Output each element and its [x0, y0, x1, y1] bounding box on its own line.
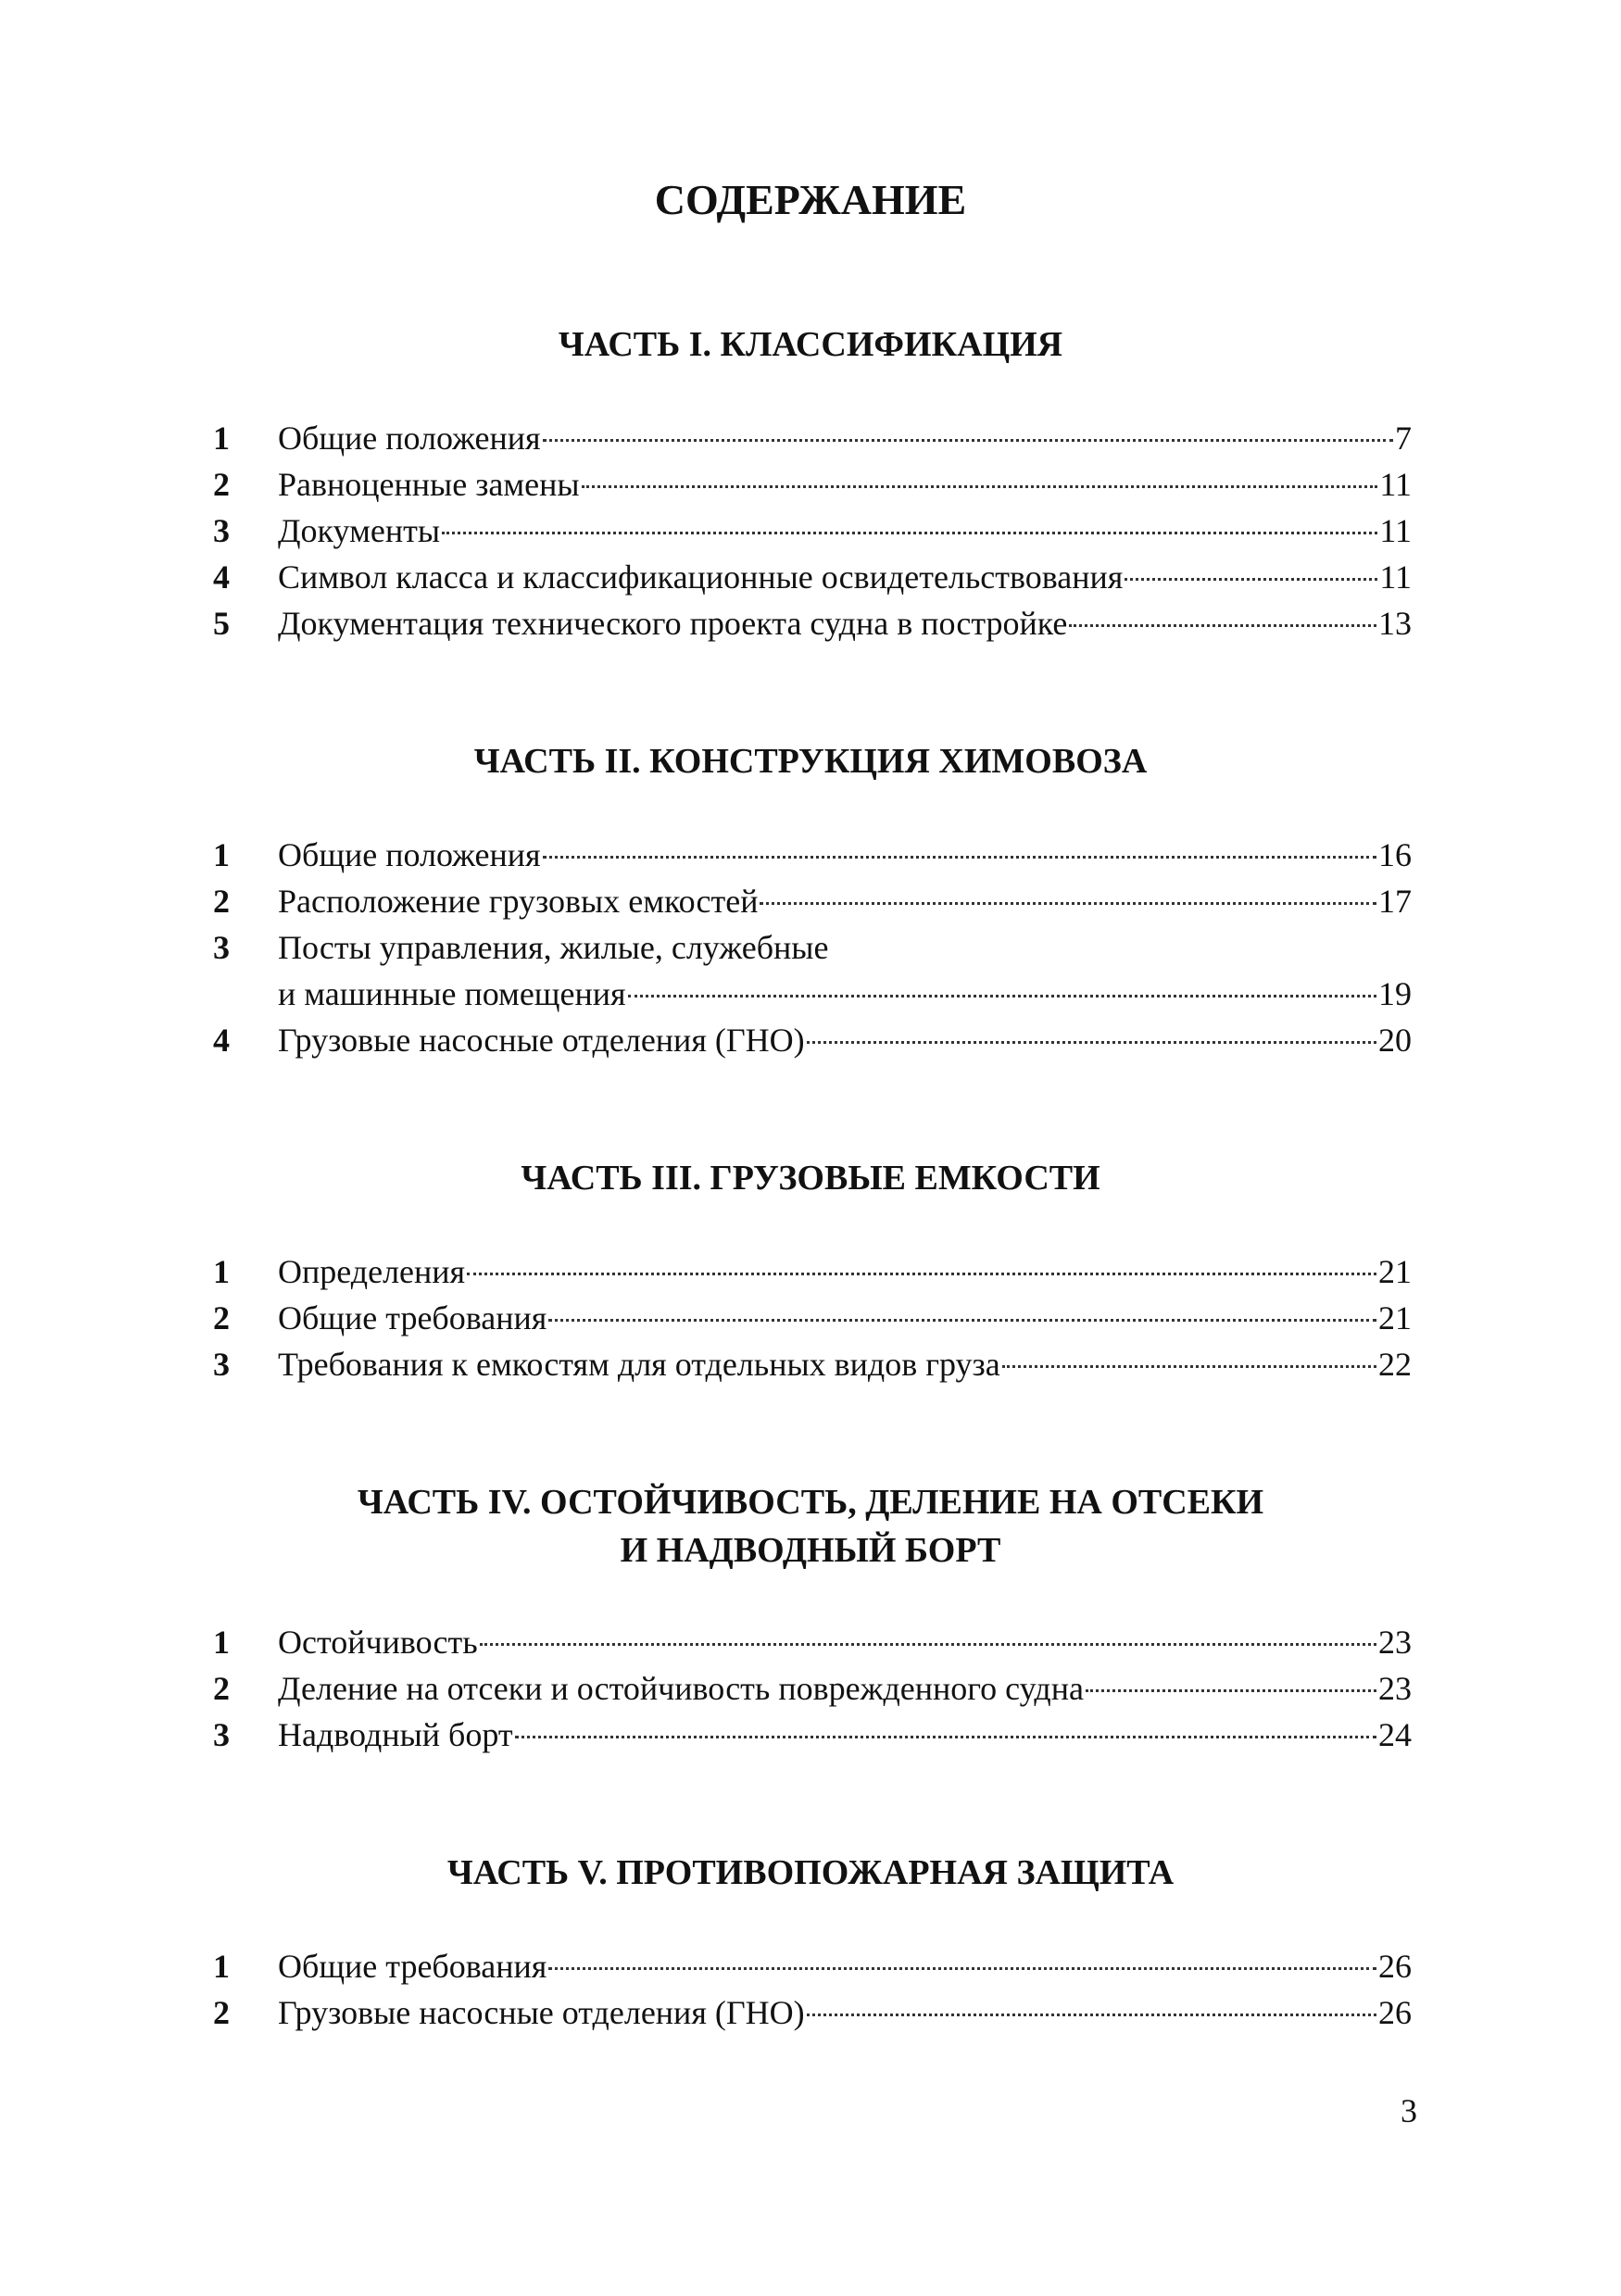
entry-label: Документы — [278, 512, 441, 549]
entry-label-line1: Посты управления, жилые, служебные — [278, 929, 829, 966]
dot-leader — [543, 438, 1393, 442]
toc-entry[interactable] — [213, 832, 1412, 878]
entry-page: 17 — [1378, 883, 1412, 920]
entry-label: Надводный борт — [278, 1716, 513, 1753]
entry-page: 19 — [1378, 975, 1412, 1012]
entry-number: 2 — [213, 1670, 230, 1707]
toc-entry[interactable] — [213, 1017, 1412, 1063]
toc-entry[interactable] — [213, 1712, 1412, 1758]
toc-entry[interactable] — [213, 878, 1412, 924]
toc-entry[interactable] — [213, 1295, 1412, 1341]
entry-label: и машинные помещения — [278, 975, 626, 1012]
dot-leader — [1069, 623, 1376, 627]
entry-number: 1 — [213, 1948, 230, 1985]
dot-leader — [1125, 577, 1377, 581]
toc-entry[interactable] — [213, 1989, 1412, 2036]
entry-label: Общие положения — [278, 836, 541, 873]
toc-entry[interactable] — [213, 415, 1412, 461]
dot-leader — [543, 855, 1376, 859]
entry-label: Общие требования — [278, 1948, 547, 1985]
dot-leader — [548, 1318, 1376, 1322]
entry-number: 3 — [213, 1716, 230, 1753]
dot-leader — [760, 901, 1376, 905]
entry-page: 11 — [1379, 512, 1412, 549]
entry-page: 24 — [1378, 1716, 1412, 1753]
entry-page: 23 — [1378, 1670, 1412, 1707]
toc-entry[interactable] — [213, 600, 1412, 646]
entry-number: 3 — [213, 1346, 230, 1383]
entry-page: 26 — [1378, 1948, 1412, 1985]
entry-page: 22 — [1378, 1346, 1412, 1383]
entry-label: Грузовые насосные отделения (ГНО) — [278, 1994, 805, 2031]
dot-leader — [467, 1272, 1376, 1275]
entry-label: Определения — [278, 1253, 466, 1290]
entry-label: Расположение грузовых емкостей — [278, 883, 759, 920]
dot-leader — [480, 1642, 1376, 1646]
dot-leader — [582, 484, 1378, 488]
dot-leader — [442, 531, 1377, 534]
entry-page: 13 — [1378, 605, 1412, 642]
entry-label: Требования к емкостям для отдельных видов груза — [278, 1346, 1000, 1383]
toc-entry[interactable] — [213, 1665, 1412, 1712]
entry-page: 11 — [1379, 466, 1412, 503]
entry-label: Деление на отсеки и остойчивость поврежденного судна — [278, 1670, 1084, 1707]
entry-number: 2 — [213, 1994, 230, 2031]
dot-leader — [628, 994, 1376, 997]
entry-number: 4 — [213, 1022, 230, 1059]
dot-leader — [807, 1040, 1376, 1044]
entry-number: 1 — [213, 420, 230, 457]
entry-label: Общие положения — [278, 420, 541, 457]
entry-number: 3 — [213, 929, 230, 966]
dot-leader — [548, 1966, 1376, 1970]
entry-label: Равноценные замены — [278, 466, 580, 503]
entry-number: 4 — [213, 558, 230, 596]
entry-page: 20 — [1378, 1022, 1412, 1059]
part-heading: ЧАСТЬ I. КЛАССИФИКАЦИЯ — [558, 325, 1063, 364]
dot-leader — [1002, 1364, 1376, 1368]
part-heading-line2: И НАДВОДНЫЙ БОРТ — [620, 1531, 1001, 1570]
toc-entry[interactable] — [213, 461, 1412, 508]
entry-number: 2 — [213, 1299, 230, 1336]
entry-label: Грузовые насосные отделения (ГНО) — [278, 1022, 805, 1059]
entry-page: 21 — [1378, 1253, 1412, 1290]
toc-entry[interactable] — [213, 1619, 1412, 1665]
entry-number: 2 — [213, 466, 230, 503]
entry-label: Документация технического проекта судна в постройке — [278, 605, 1068, 642]
entry-number: 3 — [213, 512, 230, 549]
toc-entry[interactable] — [213, 508, 1412, 554]
entry-number: 2 — [213, 883, 230, 920]
toc-entry[interactable] — [213, 929, 1412, 1017]
entry-number: 1 — [213, 1624, 230, 1661]
dot-leader — [515, 1735, 1376, 1738]
entry-page: 23 — [1378, 1624, 1412, 1661]
part-heading-line1: ЧАСТЬ IV. ОСТОЙЧИВОСТЬ, ДЕЛЕНИЕ НА ОТСЕКИ — [357, 1483, 1264, 1522]
toc-entry[interactable] — [213, 1248, 1412, 1295]
toc-entry[interactable] — [213, 554, 1412, 600]
dot-leader — [807, 2013, 1376, 2016]
entry-label: Символ класса и классификационные освидетельствования — [278, 558, 1124, 596]
part-heading: ЧАСТЬ II. КОНСТРУКЦИЯ ХИМОВОЗА — [473, 742, 1148, 781]
entry-number: 1 — [213, 836, 230, 873]
page-number: 3 — [1401, 2092, 1417, 2129]
toc-entry[interactable] — [213, 1341, 1412, 1387]
entry-number: 1 — [213, 1253, 230, 1290]
toc-title: СОДЕРЖАНИЕ — [654, 176, 967, 223]
entry-number: 5 — [213, 605, 230, 642]
part-heading: ЧАСТЬ V. ПРОТИВОПОЖАРНАЯ ЗАЩИТА — [446, 1853, 1175, 1892]
entry-page: 16 — [1378, 836, 1412, 873]
part-heading: ЧАСТЬ III. ГРУЗОВЫЕ ЕМКОСТИ — [521, 1159, 1100, 1198]
entry-page: 26 — [1378, 1994, 1412, 2031]
entry-label: Общие требования — [278, 1299, 547, 1336]
entry-page: 7 — [1395, 420, 1412, 457]
toc-entry[interactable] — [213, 1943, 1412, 1989]
entry-page: 11 — [1379, 558, 1412, 596]
dot-leader — [1086, 1688, 1376, 1692]
entry-label: Остойчивость — [278, 1624, 478, 1661]
entry-page: 21 — [1378, 1299, 1412, 1336]
